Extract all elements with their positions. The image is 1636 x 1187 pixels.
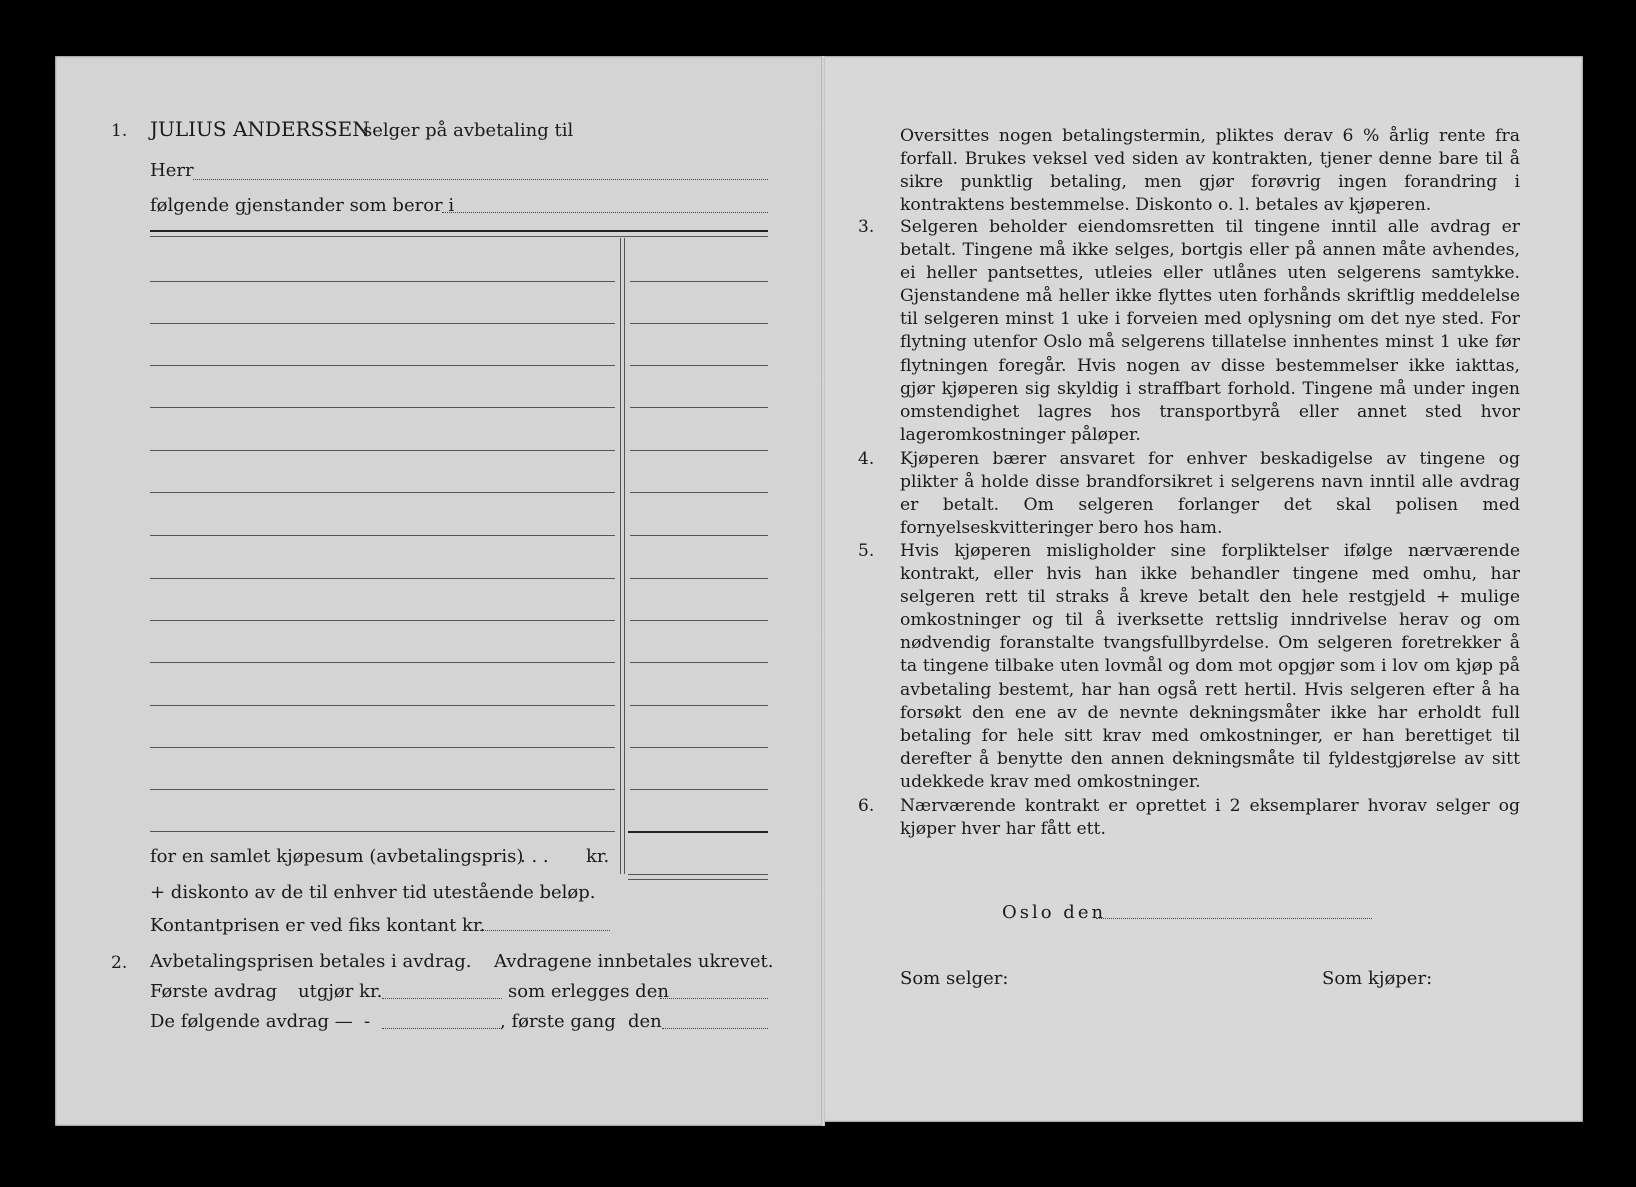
goods-table-top-rule [150, 230, 768, 232]
following-amount-field[interactable] [382, 1028, 500, 1029]
goods-label: følgende gjenstander som beror i [150, 195, 455, 216]
installments-line: Avbetalingsprisen betales i avdrag. [150, 951, 472, 972]
goods-row[interactable] [150, 620, 615, 621]
goods-table-divider-2 [624, 238, 625, 874]
goods-table-divider [620, 238, 621, 874]
item-6-number: 6. [858, 796, 875, 816]
goods-amount-row[interactable] [630, 492, 768, 493]
goods-amount-row[interactable] [630, 281, 768, 282]
goods-row[interactable] [150, 831, 615, 832]
item-4-text: Kjøperen bærer ansvaret for enhver beskadigelse av tingene og plikter å holde disse brandforsikret i selgerens navn inntil alle avdrag er betalt. Om selgeren forlanger det skal polisen med fornyelseskvitteringer bero hos ham. [900, 449, 1520, 539]
total-dots: . . . [520, 846, 549, 867]
cash-price-field[interactable] [480, 930, 610, 931]
goods-amount-row[interactable] [630, 407, 768, 408]
first-installment-date-field[interactable] [660, 998, 768, 999]
installments-line-b: Avdragene innbetales ukrevet. [494, 951, 774, 972]
goods-amount-row[interactable] [630, 662, 768, 663]
following-first-label: , første gang [500, 1011, 616, 1032]
item-5-number: 5. [858, 541, 875, 561]
following-date-field[interactable] [662, 1028, 768, 1029]
buyer-signature-label: Som kjøper: [1322, 968, 1433, 989]
goods-amount-sum-rule [628, 831, 768, 833]
contract-date-field[interactable] [1096, 918, 1372, 919]
goods-row[interactable] [150, 578, 615, 579]
first-installment-amount-field[interactable] [382, 998, 502, 999]
goods-amount-row[interactable] [630, 789, 768, 790]
seller-text: selger på avbetaling til [363, 120, 574, 141]
first-installment-amount-label: utgjør kr. [298, 981, 383, 1002]
goods-row[interactable] [150, 535, 615, 536]
total-label: for en samlet kjøpesum (avbetalingspris) [150, 846, 524, 867]
goods-row[interactable] [150, 492, 615, 493]
item-4-number: 4. [858, 449, 875, 469]
goods-table-top-rule-thin [150, 236, 768, 237]
goods-row[interactable] [150, 407, 615, 408]
item-1-number: 1. [111, 121, 128, 141]
goods-row[interactable] [150, 705, 615, 706]
goods-amount-row[interactable] [630, 450, 768, 451]
following-den-label: den [628, 1011, 662, 1032]
seller-signature-label: Som selger: [900, 968, 1009, 989]
item-6-text: Nærværende kontrakt er oprettet i 2 eksemplarer hvorav selger og kjøper hver har fått ett. [900, 796, 1520, 840]
goods-location-field[interactable] [442, 212, 768, 213]
item-5-text: Hvis kjøperen misligholder sine forpliktelser ifølge nærværende kontrakt, eller hvis han ikke behandler tingene med omhu, har selgeren rett til straks å kreve betalt den hele restgjeld + mulige omkostninger og til å iverksette rettslig inndrivelse herav og om nødvendig foranstalte tvangsfullbyrdelse. Om selgeren foretrekker å ta tingene tilbake uten lovmål og dom mot opgjør som i lov om kjøp på avbetaling bestemt, har han også rett hertil. Hvis selgeren efter å ha forsøkt den ene av de nevnte dekningsmåter ikke har erholdt full betaling for hele sitt krav med omkostninger, er han berettiget til derefter å benytte den annen dekningsmåte til fyldestgjørelse av sitt udekkede krav med omkostninger. [900, 541, 1520, 792]
total-amount-double-rule [628, 879, 768, 880]
goods-amount-row[interactable] [630, 365, 768, 366]
following-dash: - [364, 1011, 371, 1032]
total-amount-field[interactable] [628, 874, 768, 875]
interest-clause: Oversittes nogen betalingstermin, pliktes derav 6 % årlig rente fra forfall. Brukes veksel ved siden av kontrakten, tjener denne bare til å sikre punktlig betaling, men gjør forøvrig ingen forandring i kontraktens bestemmelse. Diskonto o. l. betales av kjøperen. [900, 126, 1520, 216]
goods-row[interactable] [150, 281, 615, 282]
first-installment-label: Første avdrag [150, 981, 278, 1002]
discount-line: + diskonto av de til enhver tid utestående beløp. [150, 882, 596, 903]
place-date-label: Oslo den [1002, 902, 1107, 923]
first-installment-due-label: som erlegges den [508, 981, 669, 1002]
item-3-number: 3. [858, 217, 875, 237]
goods-row[interactable] [150, 789, 615, 790]
goods-amount-row[interactable] [630, 323, 768, 324]
seller-name: JULIUS ANDERSSEN [150, 117, 370, 141]
page-fold [821, 56, 825, 1126]
goods-amount-row[interactable] [630, 620, 768, 621]
following-label: De følgende avdrag — [150, 1011, 353, 1032]
goods-amount-row[interactable] [630, 578, 768, 579]
goods-row[interactable] [150, 450, 615, 451]
total-currency: kr. [586, 846, 610, 867]
goods-row[interactable] [150, 662, 615, 663]
goods-row[interactable] [150, 365, 615, 366]
goods-amount-row[interactable] [630, 705, 768, 706]
goods-amount-row[interactable] [630, 747, 768, 748]
goods-amount-row[interactable] [630, 535, 768, 536]
buyer-name-field[interactable] [193, 179, 768, 180]
goods-row[interactable] [150, 323, 615, 324]
item-2-number: 2. [111, 953, 128, 973]
herr-label: Herr [150, 160, 194, 181]
item-3-text: Selgeren beholder eiendomsretten til tingene inntil alle avdrag er betalt. Tingene må ikke selges, bortgis eller på annen måte avhendes, ei heller pantsettes, utleies eller utlånes uten selgerens samtykke. Gjenstandene må heller ikke flyttes uten forhånds skriftlig meddelelse til selgeren minst 1 uke i forveien med oplysning om det nye sted. For flytning utenfor Oslo må selgerens tillatelse innhentes minst 1 uke før flytningen foregår. Hvis nogen av disse bestemmelser ikke iakttas, gjør kjøperen sig skyldig i straffbart forhold. Tingene må under ingen omstendighet lagres hos transportbyrå eller annet sted hvor lageromkostninger påløper. [900, 217, 1520, 445]
cash-price-label: Kontantprisen er ved fiks kontant kr. [150, 915, 486, 936]
goods-row[interactable] [150, 747, 615, 748]
